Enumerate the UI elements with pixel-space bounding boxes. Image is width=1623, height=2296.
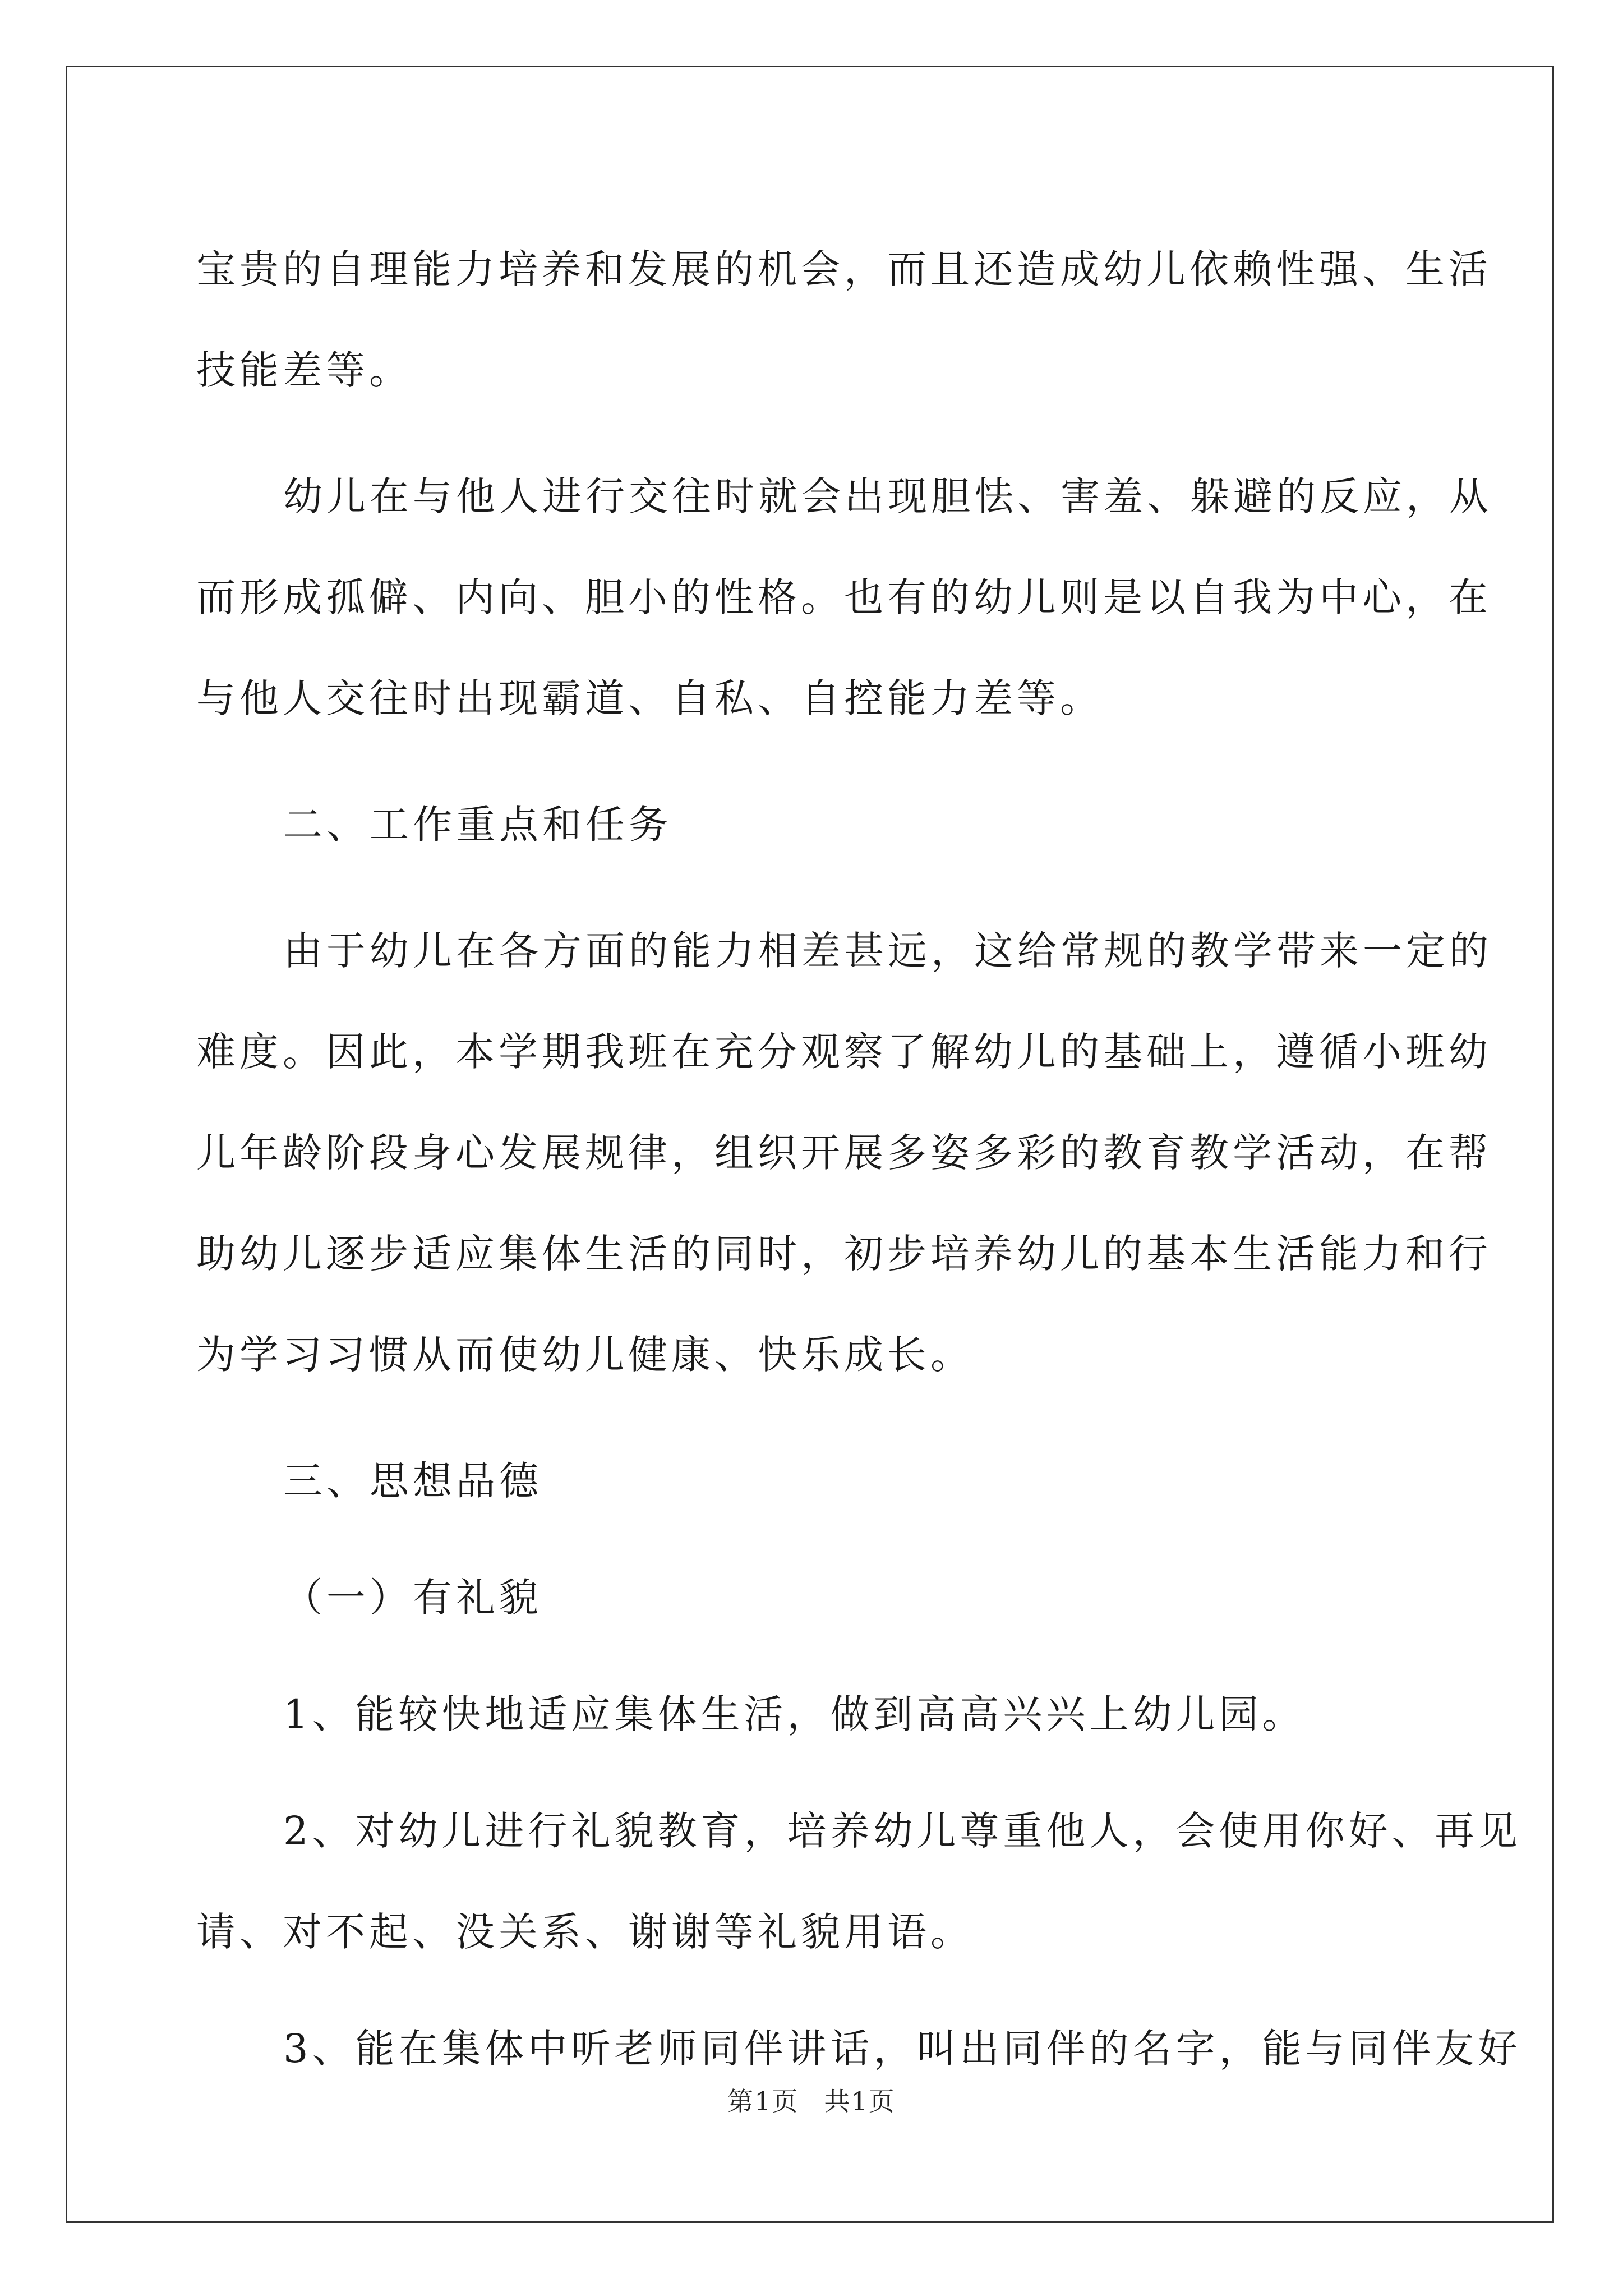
paragraph-social-behavior <box>196 446 1492 749</box>
text-line: 与他人交往时出现霸道、自私、自控能力差等。 <box>196 675 1103 721</box>
text-line: 儿年龄阶段身心发展规律，组织开展多姿多彩的教育教学活动，在帮 <box>196 1130 1492 1176</box>
text-line: 而形成孤僻、内向、胆小的性格。也有的幼儿则是以自我为中心，在 <box>196 574 1492 620</box>
text-line: 宝贵的自理能力培养和发展的机会，而且还造成幼儿依赖性强、生活 <box>196 246 1492 292</box>
section-heading-work-focus <box>196 774 1430 875</box>
heading-text: （一）有礼貌 <box>283 1575 542 1621</box>
text-line: 助幼儿逐步适应集体生活的同时，初步培养幼儿的基本生活能力和行 <box>196 1231 1492 1277</box>
heading-text: 三、思想品德 <box>283 1458 542 1504</box>
page-footer <box>0 2081 1623 2118</box>
text-line: 2、对幼儿进行礼貌教育，培养幼儿尊重他人，会使用你好、再见 <box>283 1808 1521 1854</box>
list-item-2 <box>196 1780 1521 1982</box>
total-pages: 共1页 <box>824 2086 896 2116</box>
text-line: 请、对不起、没关系、谢谢等礼貌用语。 <box>196 1909 974 1955</box>
text-line: 技能差等。 <box>196 347 412 393</box>
heading-text: 二、工作重点和任务 <box>283 802 672 848</box>
text-line: 为学习习惯从而使幼儿健康、快乐成长。 <box>196 1332 974 1378</box>
text-line: 难度。因此，本学期我班在充分观察了解幼儿的基础上，遵循小班幼 <box>196 1029 1492 1075</box>
section-heading-moral <box>196 1430 1430 1531</box>
paragraph-continuation <box>196 219 1492 421</box>
paragraph-work-focus <box>196 900 1492 1405</box>
text-line: 3、能在集体中听老师同伴讲话，叫出同伴的名字，能与同伴友好 <box>283 2026 1521 2072</box>
page-number: 第1页 <box>727 2086 799 2116</box>
document-body <box>196 219 1521 2099</box>
text-line: 1、能较快地适应集体生活，做到高高兴兴上幼儿园。 <box>283 1691 1306 1737</box>
text-line: 幼儿在与他人进行交往时就会出现胆怯、害羞、躲避的反应，从 <box>283 473 1492 519</box>
list-item-1 <box>196 1664 1430 1765</box>
subsection-heading-courtesy <box>196 1547 1430 1648</box>
text-line: 由于幼儿在各方面的能力相差甚远，这给常规的教学带来一定的 <box>283 928 1492 974</box>
